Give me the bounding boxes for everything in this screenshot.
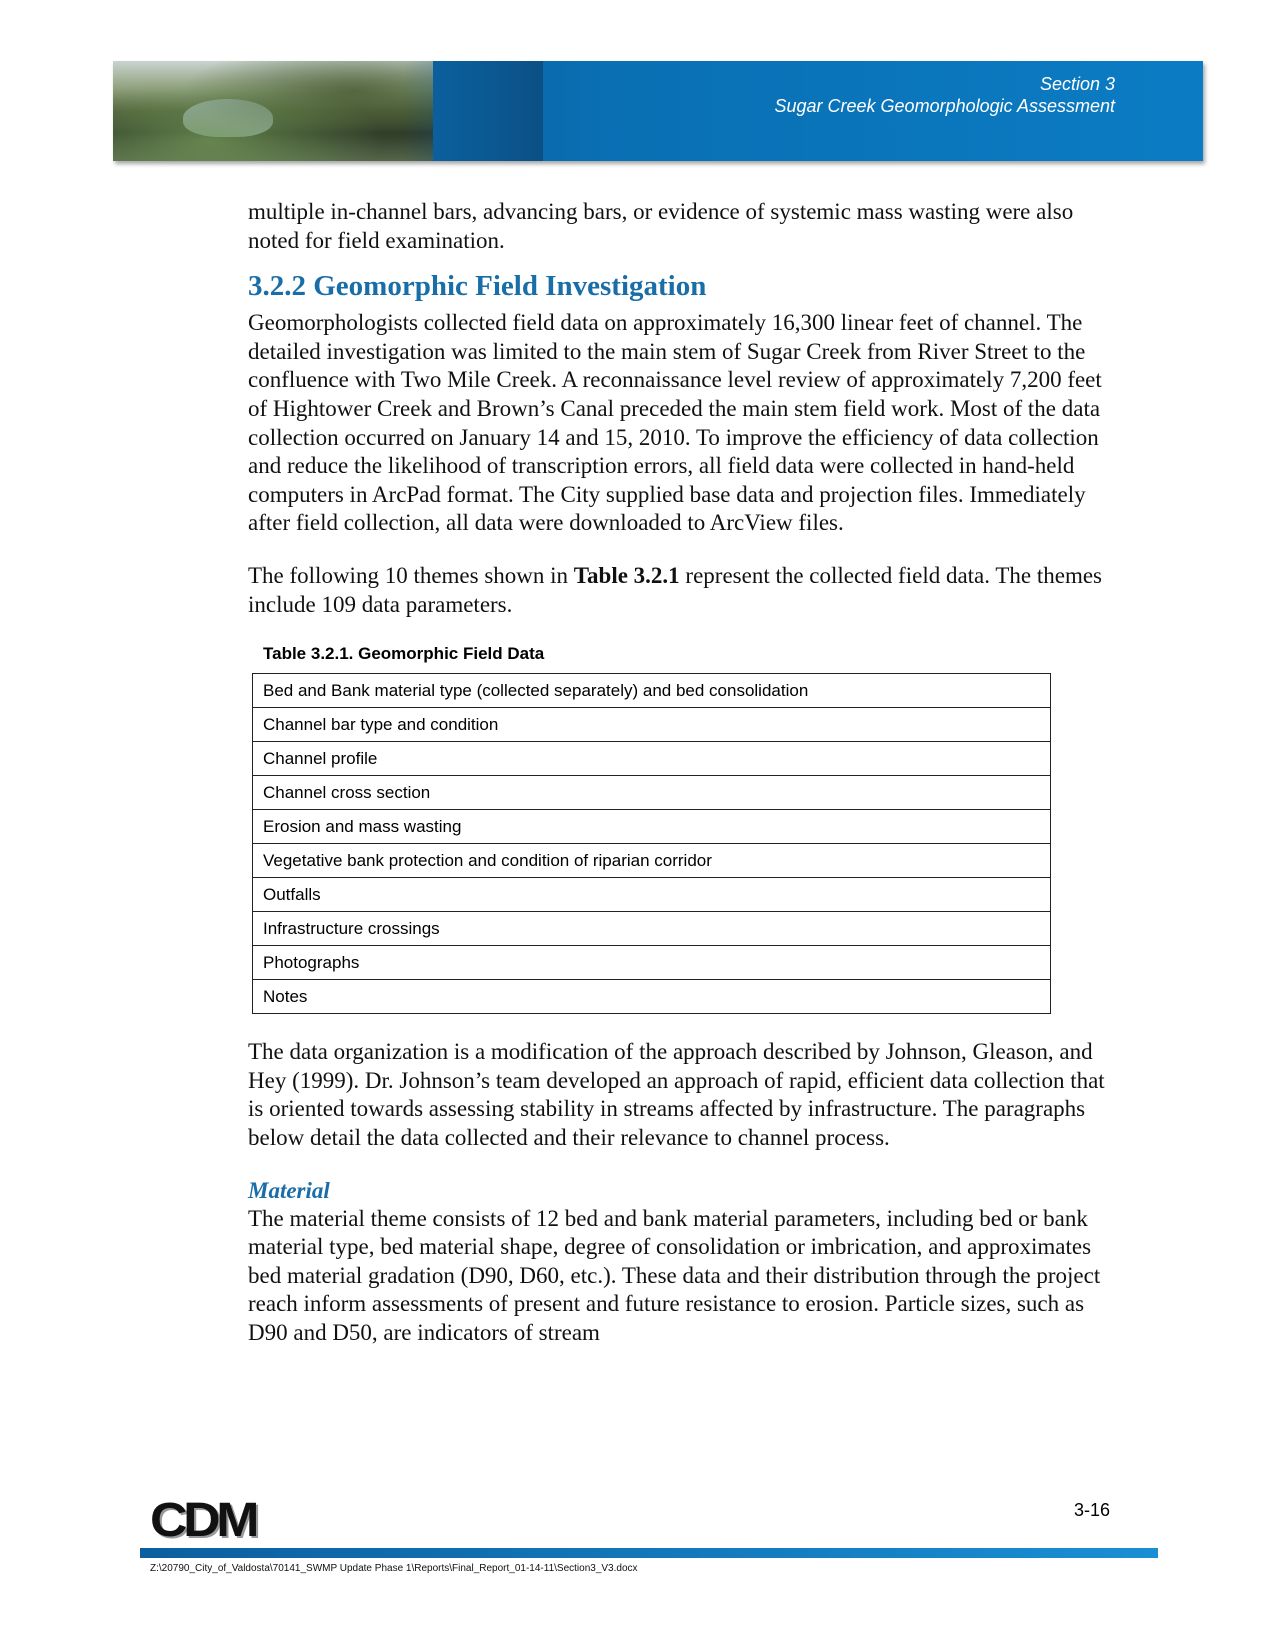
table-row bbox=[253, 878, 1051, 912]
table-row bbox=[253, 912, 1051, 946]
table-row bbox=[253, 810, 1051, 844]
file-path: Z:\20790_City_of_Valdosta\70141_SWMP Update Phase 1\Reports\Final_Report_01-14-11\Section3_V3.docx bbox=[150, 1563, 638, 1574]
table-cell: Channel bar type and condition bbox=[253, 708, 1051, 742]
table-row bbox=[253, 844, 1051, 878]
table-cell: Photographs bbox=[253, 946, 1051, 980]
paragraph-data-organization: The data organization is a modification of the approach described by Johnson, Gleason, and Hey (1999). Dr. Johnson’s team developed an approach of rapid, efficient data collection that is oriented towards assessing stability in streams affected by infrastructure. The paragraphs below detail the data collected and their relevance to channel process. bbox=[248, 1039, 1105, 1150]
table-cell: Erosion and mass wasting bbox=[253, 810, 1051, 844]
footer-divider bbox=[140, 1548, 1158, 1558]
page-number: 3-16 bbox=[1074, 1500, 1111, 1520]
table-caption: Table 3.2.1. Geomorphic Field Data bbox=[263, 644, 545, 664]
report-title: Sugar Creek Geomorphologic Assessment bbox=[774, 96, 1115, 116]
table-cell: Vegetative bank protection and condition of riparian corridor bbox=[253, 844, 1051, 878]
table-cell: Outfalls bbox=[253, 878, 1051, 912]
table-cell: Channel profile bbox=[253, 742, 1051, 776]
table-row bbox=[253, 946, 1051, 980]
table-reference: Table 3.2.1 bbox=[573, 562, 680, 588]
table-row bbox=[253, 980, 1051, 1014]
header-photo-fade bbox=[403, 61, 543, 161]
paragraph-themes bbox=[248, 562, 1118, 619]
table-row bbox=[253, 708, 1051, 742]
table-cell: Channel cross section bbox=[253, 776, 1051, 810]
cdm-logo: CDM bbox=[150, 1494, 256, 1547]
geomorphic-field-data-table bbox=[252, 673, 1051, 1014]
table-row bbox=[253, 674, 1051, 708]
page-header-banner bbox=[113, 61, 1203, 161]
paragraph-investigation: Geomorphologists collected field data on approximately 16,300 linear feet of channel. The detailed investigation was limited to the main stem of Sugar Creek from River Street to the confluence with Two Mile Creek. A reconnaissance level review of approximately 7,200 feet of Hightower Creek and Brown’s Canal preceded the main stem field work. Most of the data collection occurred on January 14 and 15, 2010. To improve the efficiency of data collection and reduce the likelihood of transcription errors, all field data were collected in hand-held computers in ArcPad format. The City supplied base data and projection files. Immediately after field collection, all data were downloaded to ArcView files. bbox=[248, 310, 1102, 536]
table-cell: Bed and Bank material type (collected separately) and bed consolidation bbox=[253, 674, 1051, 708]
paragraph-material: The material theme consists of 12 bed and bank material parameters, including bed or bank material type, bed material shape, degree of consolidation or imbrication, and approximates bed material gradation (D90, D60, etc.). These data and their distribution through the project reach inform assessments of present and future resistance to erosion. Particle sizes, such as D90 and D50, are indicators of stream bbox=[248, 1205, 1101, 1345]
page-content bbox=[248, 198, 1118, 1347]
paragraph-themes-end: represent the collected field data. The themes include 109 data parameters. bbox=[248, 562, 1103, 617]
paragraph-themes-start: The following 10 themes shown in bbox=[248, 562, 574, 588]
creek-photo bbox=[113, 61, 433, 161]
table-row bbox=[253, 742, 1051, 776]
material-subheading: Material bbox=[248, 1177, 330, 1203]
table-cell: Notes bbox=[253, 980, 1051, 1014]
section-label: Section 3 bbox=[1039, 74, 1115, 94]
table-row bbox=[253, 776, 1051, 810]
header-text bbox=[775, 73, 1116, 117]
section-heading: 3.2.2 Geomorphic Field Investigation bbox=[248, 270, 707, 303]
table-cell: Infrastructure crossings bbox=[253, 912, 1051, 946]
intro-paragraph: multiple in-channel bars, advancing bars, or evidence of systemic mass wasting were also noted for field examination. bbox=[248, 199, 1074, 253]
